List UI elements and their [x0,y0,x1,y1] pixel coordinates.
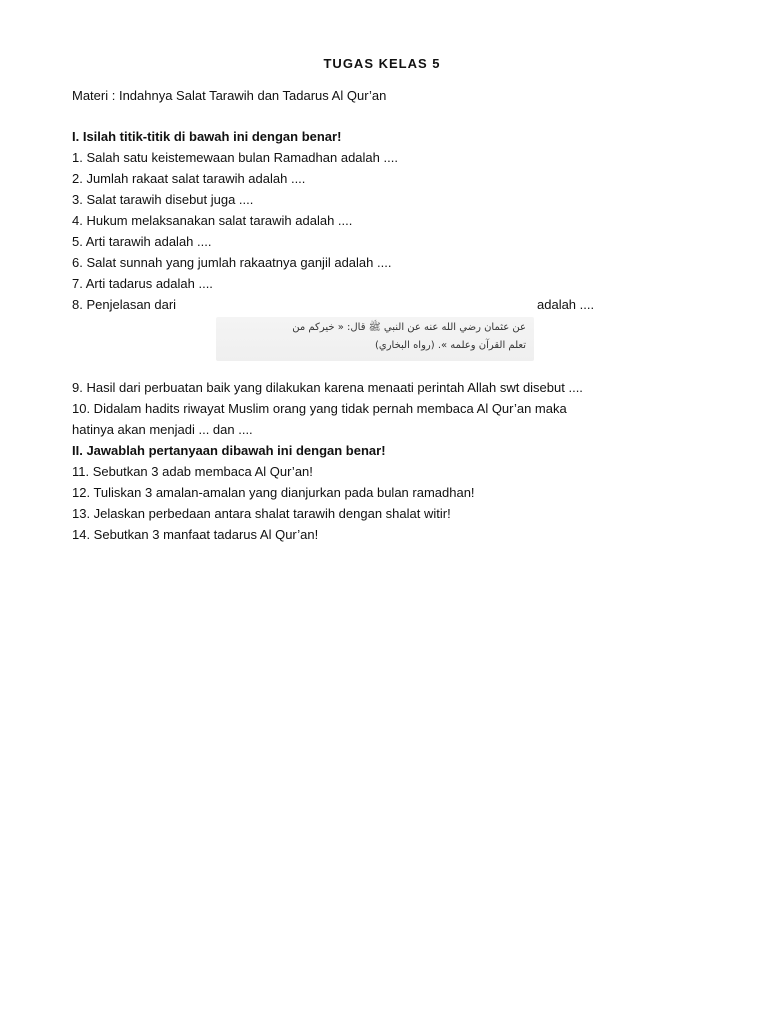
question-1: 1. Salah satu keistemewaan bulan Ramadhan adalah .... [72,150,398,165]
hadith-line-1: عن عثمان رضي الله عنه عن النبي ﷺ قال: « خيركم من [292,322,526,333]
question-9: 9. Hasil dari perbuatan baik yang dilakukan karena menaati perintah Allah swt disebut .... [72,380,583,395]
materi-line: Materi : Indahnya Salat Tarawih dan Tadarus Al Qur’an [72,88,387,103]
question-3: 3. Salat tarawih disebut juga .... [72,192,254,207]
question-10-line-2: hatinya akan menjadi ... dan .... [72,422,253,437]
question-10-line-1: 10. Didalam hadits riwayat Muslim orang yang tidak pernah membaca Al Qur’an maka [72,401,567,416]
question-7: 7. Arti tadarus adalah .... [72,276,213,291]
question-8-prefix: 8. Penjelasan dari [72,297,177,312]
question-11: 11. Sebutkan 3 adab membaca Al Qur’an! [72,464,313,479]
question-8 [72,294,692,315]
hadith-image [216,317,534,361]
section-1-heading: I. Isilah titik-titik di bawah ini dengan benar! [72,129,342,144]
question-8-suffix: adalah .... [537,297,595,312]
question-13: 13. Jelaskan perbedaan antara shalat tarawih dengan shalat witir! [72,506,451,521]
hadith-line-2: تعلم القرآن وعلمه ». (رواه البخاري) [374,340,526,351]
section-2-heading: II. Jawablah pertanyaan dibawah ini dengan benar! [72,443,386,458]
question-4: 4. Hukum melaksanakan salat tarawih adalah .... [72,213,353,228]
worksheet [72,52,692,545]
worksheet-title: TUGAS KELAS 5 [323,56,441,71]
question-6: 6. Salat sunnah yang jumlah rakaatnya ganjil adalah .... [72,255,392,270]
spacer [72,106,692,126]
question-14: 14. Sebutkan 3 manfaat tadarus Al Qur’an! [72,527,319,542]
question-12: 12. Tuliskan 3 amalan-amalan yang dianjurkan pada bulan ramadhan! [72,485,475,500]
question-2: 2. Jumlah rakaat salat tarawih adalah .... [72,171,306,186]
question-5: 5. Arti tarawih adalah .... [72,234,212,249]
